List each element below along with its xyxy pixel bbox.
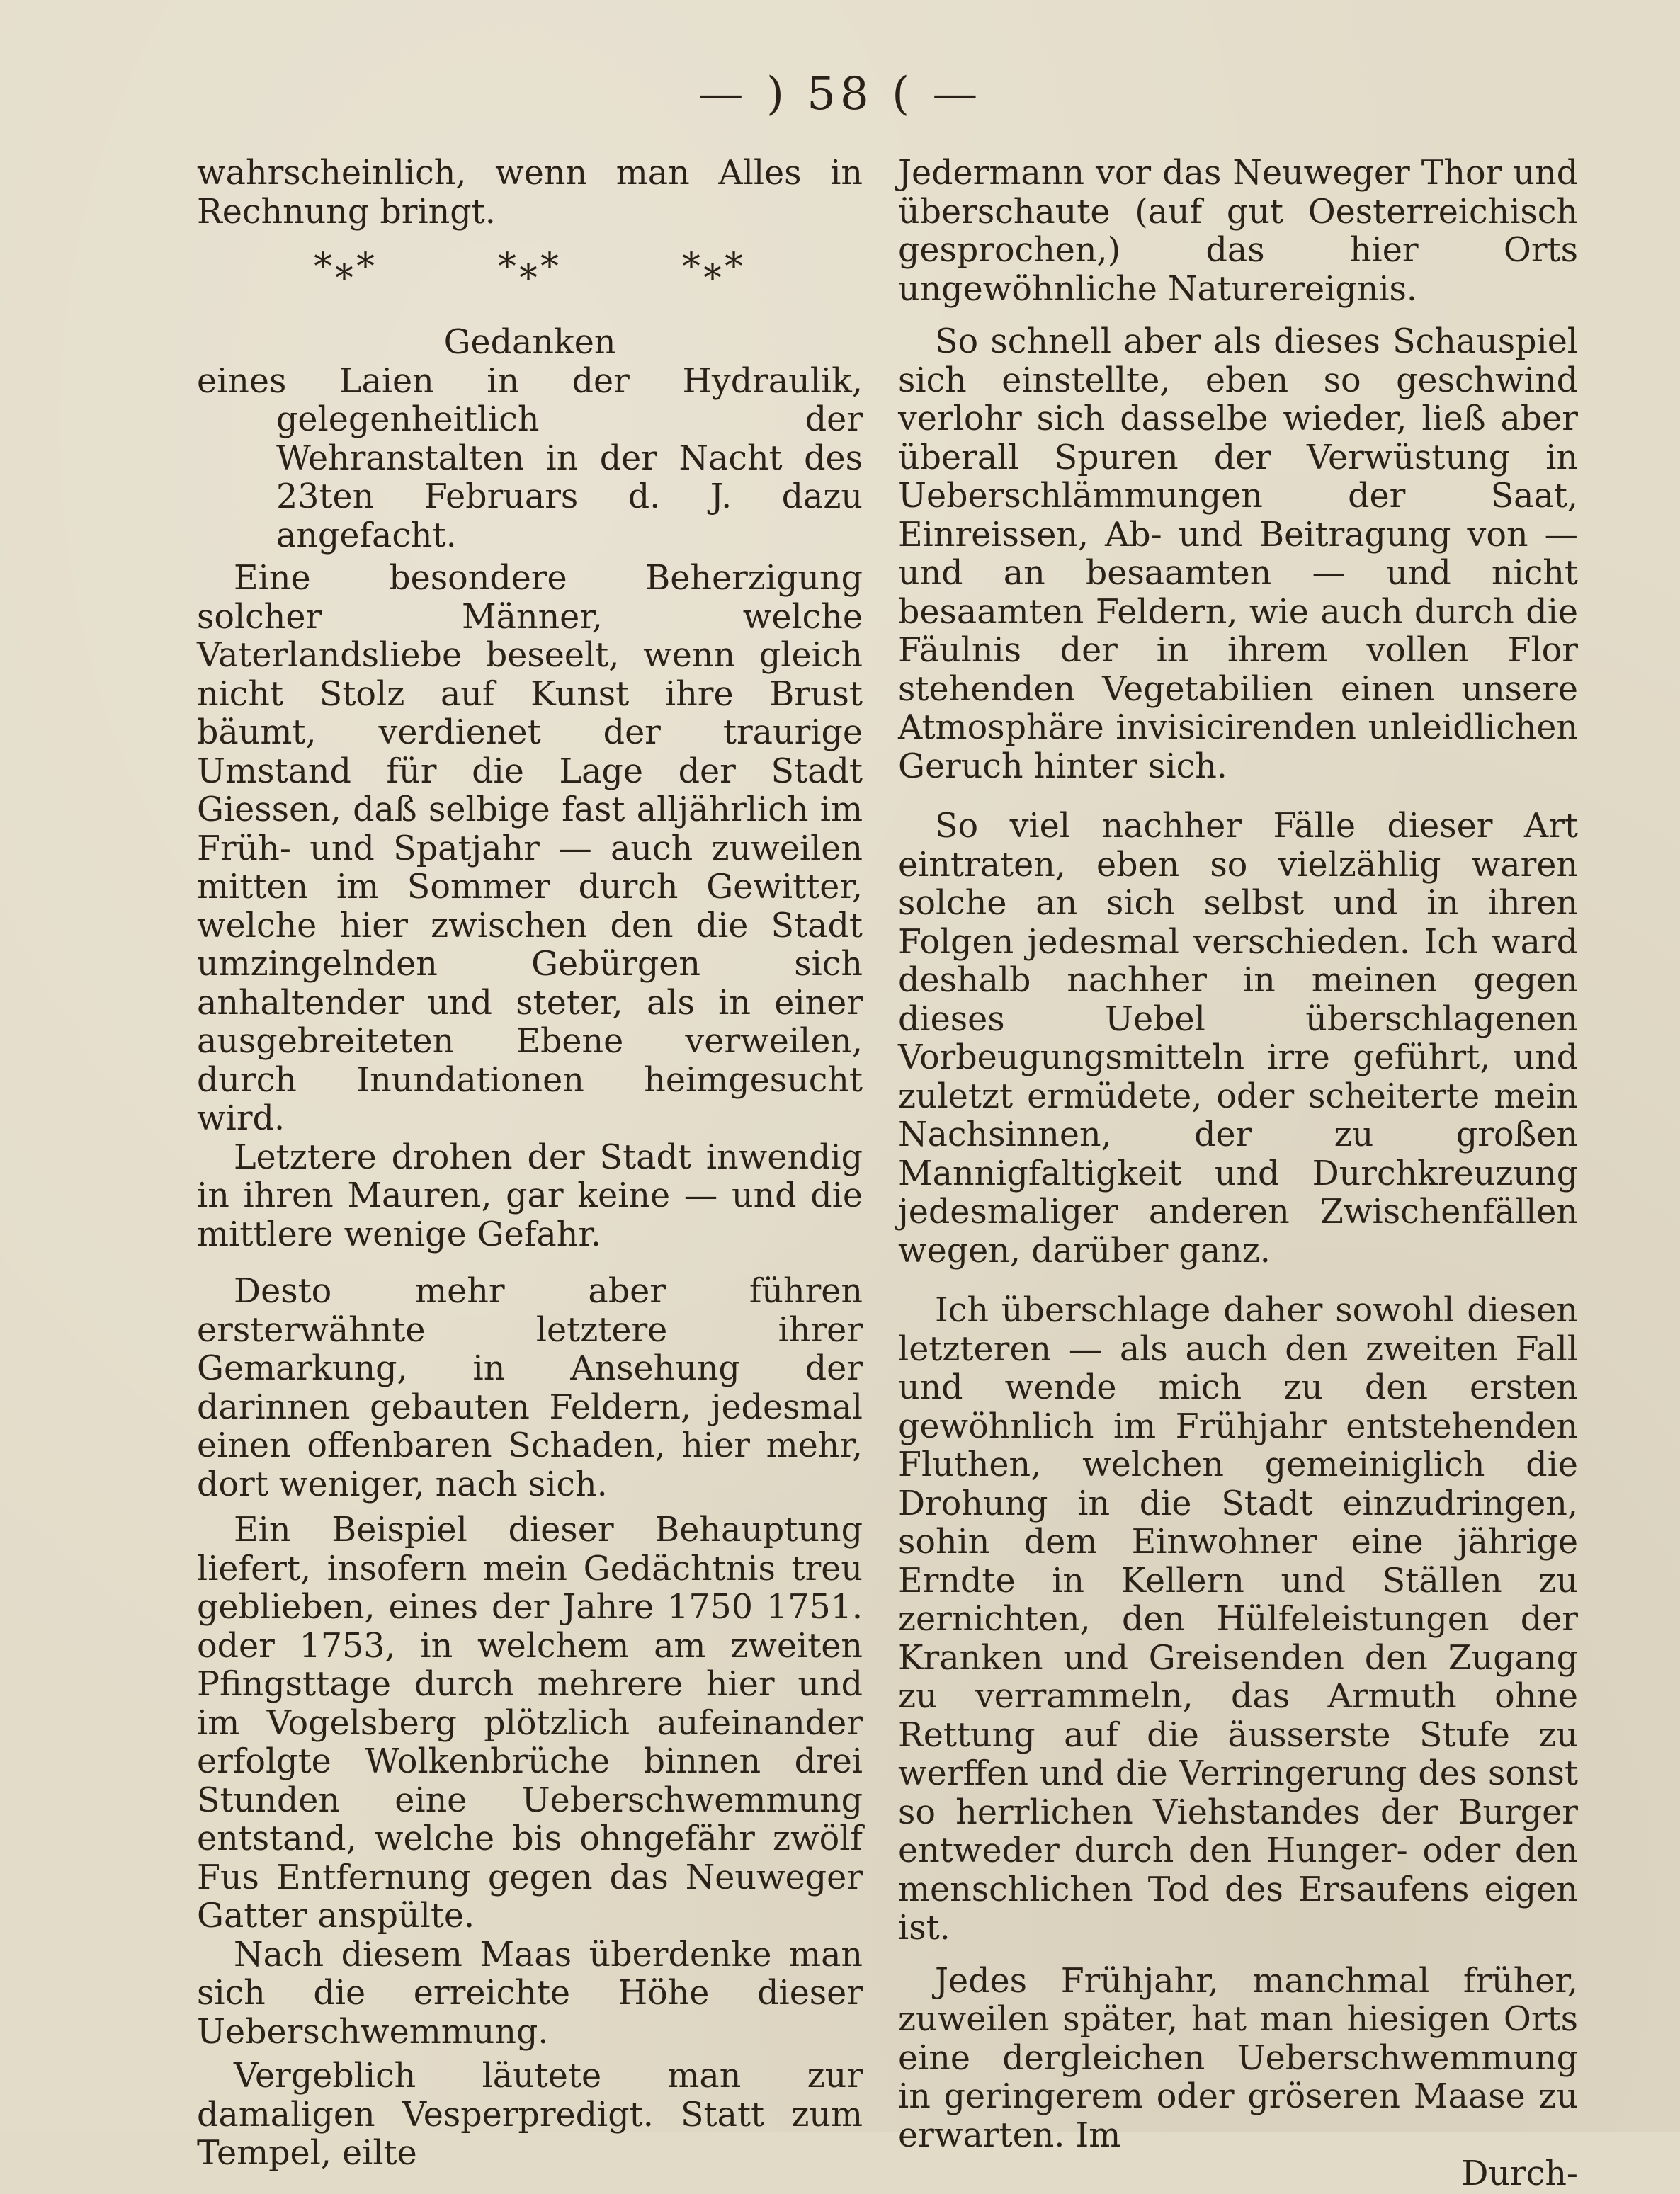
left-column xyxy=(197,154,863,2173)
asterism: *⁎* xyxy=(314,245,378,288)
article-subheading: eines Laien in der Hydraulik, gelegenheitlich der Wehranstalten in der Nacht des 23ten Februars d. J. dazu angefacht. xyxy=(197,361,863,555)
paragraph: Vergeblich läutete man zur damaligen Vesperpredigt. Statt zum Tempel, eilte xyxy=(197,2057,863,2173)
paragraph: Desto mehr aber führen ersterwähnte letztere ihrer Gemarkung, in Ansehung der darinnen gebauten Feldern, jedesmal einen offenbaren Schaden, hier mehr, dort weniger, nach sich. xyxy=(197,1272,863,1504)
paragraph: Jedes Frühjahr, manchmal früher, zuweilen später, hat man hiesigen Orts eine dergleichen Ueberschwemmung in geringerem oder gröseren Maase zu erwarten. Im xyxy=(898,1961,1578,2155)
article-heading: Gedanken xyxy=(443,323,616,362)
paragraph: Nach diesem Maas überdenke man sich die erreichte Höhe dieser Ueberschwemmung. xyxy=(197,1935,863,2052)
paragraph: Letztere drohen der Stadt inwendig in ihren Mauren, gar keine — und die mittlere wenige Gefahr. xyxy=(197,1137,863,1254)
paragraph: Ein Beispiel dieser Behauptung liefert, insofern mein Gedächtnis treu geblieben, eines der Jahre 1750 1751. oder 1753, in welchem am zweiten Pfingsttage durch mehrere hier und im Vogelsberg plötzlich aufeinander erfolgte Wolkenbrüche binnen drei Stunden eine Ueberschwemmung entstand, welche bis ohngefähr zwölf Fus Entfernung gegen das Neuweger Gatter anspülte. xyxy=(197,1511,863,1936)
page-number: — ) 58 ( — xyxy=(698,68,982,120)
paragraph-continuation: wahrscheinlich, wenn man Alles in Rechnung bringt. xyxy=(197,154,863,232)
section-divider-stars xyxy=(197,232,863,302)
paragraph: So schnell aber als dieses Schauspiel sich einstellte, eben so geschwind verlohr sich dasselbe wieder, ließ aber überall Spuren der Verwüstung in Ueberschlämmungen der Saat, Einreissen, Ab- und Beitragung von — und an besaamten — und nicht besaamten Feldern, wie auch durch die Fäulnis der in ihrem vollen Flor stehenden Vegetabilien einen unsere Atmosphäre invisicirenden unleidlichen Geruch hinter sich. xyxy=(898,322,1578,786)
catchword: Durch- xyxy=(1461,2154,1578,2193)
asterism: *⁎* xyxy=(682,245,746,288)
paragraph-continuation: Jedermann vor das Neuweger Thor und überschaute (auf gut Oesterreichisch gesprochen,) das hier Orts ungewöhnliche Naturereignis. xyxy=(898,154,1578,309)
paragraph: Eine besondere Beherzigung solcher Männer, welche Vaterlandsliebe beseelt, wenn gleich nicht Stolz auf Kunst ihre Brust bäumt, verdienet der traurige Umstand für die Lage der Stadt Giessen, daß selbige fast alljährlich im Früh- und Spatjahr — auch zuweilen mitten im Sommer durch Gewitter, welche hier zwischen den die Stadt umzingelnden Gebürgen sich anhaltender und steter, als in einer ausgebreiteten Ebene verweilen, durch Inundationen heimgesucht wird. xyxy=(197,559,863,1138)
paragraph: So viel nachher Fälle dieser Art eintraten, eben so vielzählig waren solche an sich selbst und in ihren Folgen jedesmal verschieden. Ich ward deshalb nachher in meinen gegen dieses Uebel überschlagenen Vorbeugungsmitteln irre geführt, und zuletzt ermüdete, oder scheiterte mein Nachsinnen, der zu großen Mannigfaltigkeit und Durchkreuzung jedesmaliger anderen Zwischenfällen wegen, darüber ganz. xyxy=(898,807,1578,1271)
right-column xyxy=(898,154,1578,2194)
paragraph: Ich überschlage daher sowohl diesen letzteren — als auch den zweiten Fall und wende mich zu den ersten gewöhnlich im Frühjahr entstehenden Fluthen, welchen gemeiniglich die Drohung in die Stadt einzudringen, sohin dem Einwohner eine jährige Erndte in Kellern und Ställen zu zernichten, den Hülfeleistungen der Kranken und Greisenden den Zugang zu verrammeln, das Armuth ohne Rettung auf die äusserste Stufe zu werffen und die Verringerung des sonst so herrlichen Viehstandes der Burger entweder durch den Hunger- oder den menschlichen Tod des Ersaufens eigen ist. xyxy=(898,1291,1578,1948)
asterism: *⁎* xyxy=(498,245,562,288)
